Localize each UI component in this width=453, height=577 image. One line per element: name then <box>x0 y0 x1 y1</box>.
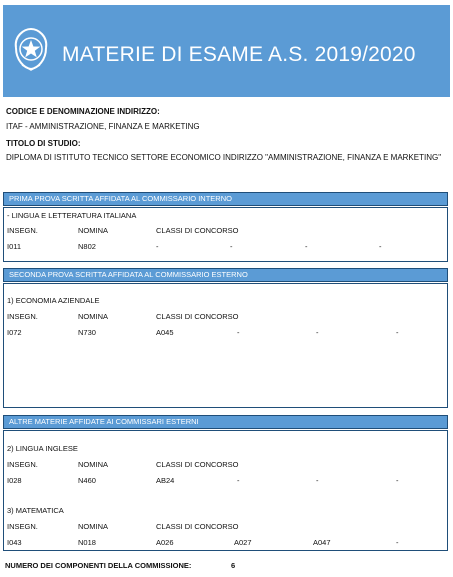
classe-value: - <box>396 328 399 337</box>
nomina-value: N802 <box>78 242 96 251</box>
commission-count-value: 6 <box>231 561 236 570</box>
nomina-value: N730 <box>78 328 96 337</box>
subject-name: 2) LINGUA INGLESE <box>7 444 78 453</box>
insegn-value: I072 <box>7 328 22 337</box>
republic-emblem-icon <box>10 26 52 72</box>
classe-value: A026 <box>156 538 174 547</box>
header-banner <box>3 5 450 97</box>
nomina-value: N460 <box>78 476 96 485</box>
classi-header: CLASSI DI CONCORSO <box>156 522 239 531</box>
classe-value: - <box>156 242 159 251</box>
classe-value: - <box>237 328 240 337</box>
nomina-header: NOMINA <box>78 522 108 531</box>
insegn-header: INSEGN. <box>7 226 38 235</box>
classe-value: - <box>237 476 240 485</box>
page-title: MATERIE DI ESAME A.S. 2019/2020 <box>62 43 416 66</box>
nomina-header: NOMINA <box>78 312 108 321</box>
nomina-header: NOMINA <box>78 460 108 469</box>
insegn-header: INSEGN. <box>7 522 38 531</box>
code-label: CODICE E DENOMINAZIONE INDIRIZZO: <box>6 107 160 116</box>
classe-value: - <box>230 242 233 251</box>
insegn-value: I028 <box>7 476 22 485</box>
nomina-header: NOMINA <box>78 226 108 235</box>
degree-label: TITOLO DI STUDIO: <box>6 139 81 148</box>
subject-name: 1) ECONOMIA AZIENDALE <box>7 296 100 305</box>
commission-count-label: NUMERO DEI COMPONENTI DELLA COMMISSIONE: <box>5 561 192 570</box>
subject-name: - LINGUA E LETTERATURA ITALIANA <box>7 211 137 220</box>
insegn-header: INSEGN. <box>7 312 38 321</box>
classe-value: - <box>396 538 399 547</box>
section-header: SECONDA PROVA SCRITTA AFFIDATA AL COMMISSARIO ESTERNO <box>3 268 448 282</box>
section-body <box>3 283 448 408</box>
code-value: ITAF - AMMINISTRAZIONE, FINANZA E MARKETING <box>6 122 200 131</box>
classe-value: - <box>305 242 308 251</box>
degree-value: DIPLOMA DI ISTITUTO TECNICO SETTORE ECONOMICO INDIRIZZO "AMMINISTRAZIONE, FINANZA E MARKETING" <box>6 153 442 162</box>
subject-name: 3) MATEMATICA <box>7 506 64 515</box>
section-header: PRIMA PROVA SCRITTA AFFIDATA AL COMMISSARIO INTERNO <box>3 192 448 206</box>
classe-value: A045 <box>156 328 174 337</box>
classe-value: - <box>379 242 382 251</box>
insegn-header: INSEGN. <box>7 460 38 469</box>
classi-header: CLASSI DI CONCORSO <box>156 312 239 321</box>
insegn-value: I011 <box>7 242 22 251</box>
section-body <box>3 430 448 551</box>
classe-value: - <box>316 476 319 485</box>
classi-header: CLASSI DI CONCORSO <box>156 460 239 469</box>
section-second-written-test <box>3 268 448 408</box>
classe-value: A027 <box>234 538 252 547</box>
section-body <box>3 207 448 262</box>
section-header: ALTRE MATERIE AFFIDATE AI COMMISSARI ESTERNI <box>3 415 448 429</box>
insegn-value: I043 <box>7 538 22 547</box>
section-first-written-test <box>3 192 448 262</box>
classi-header: CLASSI DI CONCORSO <box>156 226 239 235</box>
nomina-value: N018 <box>78 538 96 547</box>
classe-value: AB24 <box>156 476 175 485</box>
classe-value: A047 <box>313 538 331 547</box>
classe-value: - <box>396 476 399 485</box>
section-other-subjects <box>3 415 448 551</box>
classe-value: - <box>316 328 319 337</box>
